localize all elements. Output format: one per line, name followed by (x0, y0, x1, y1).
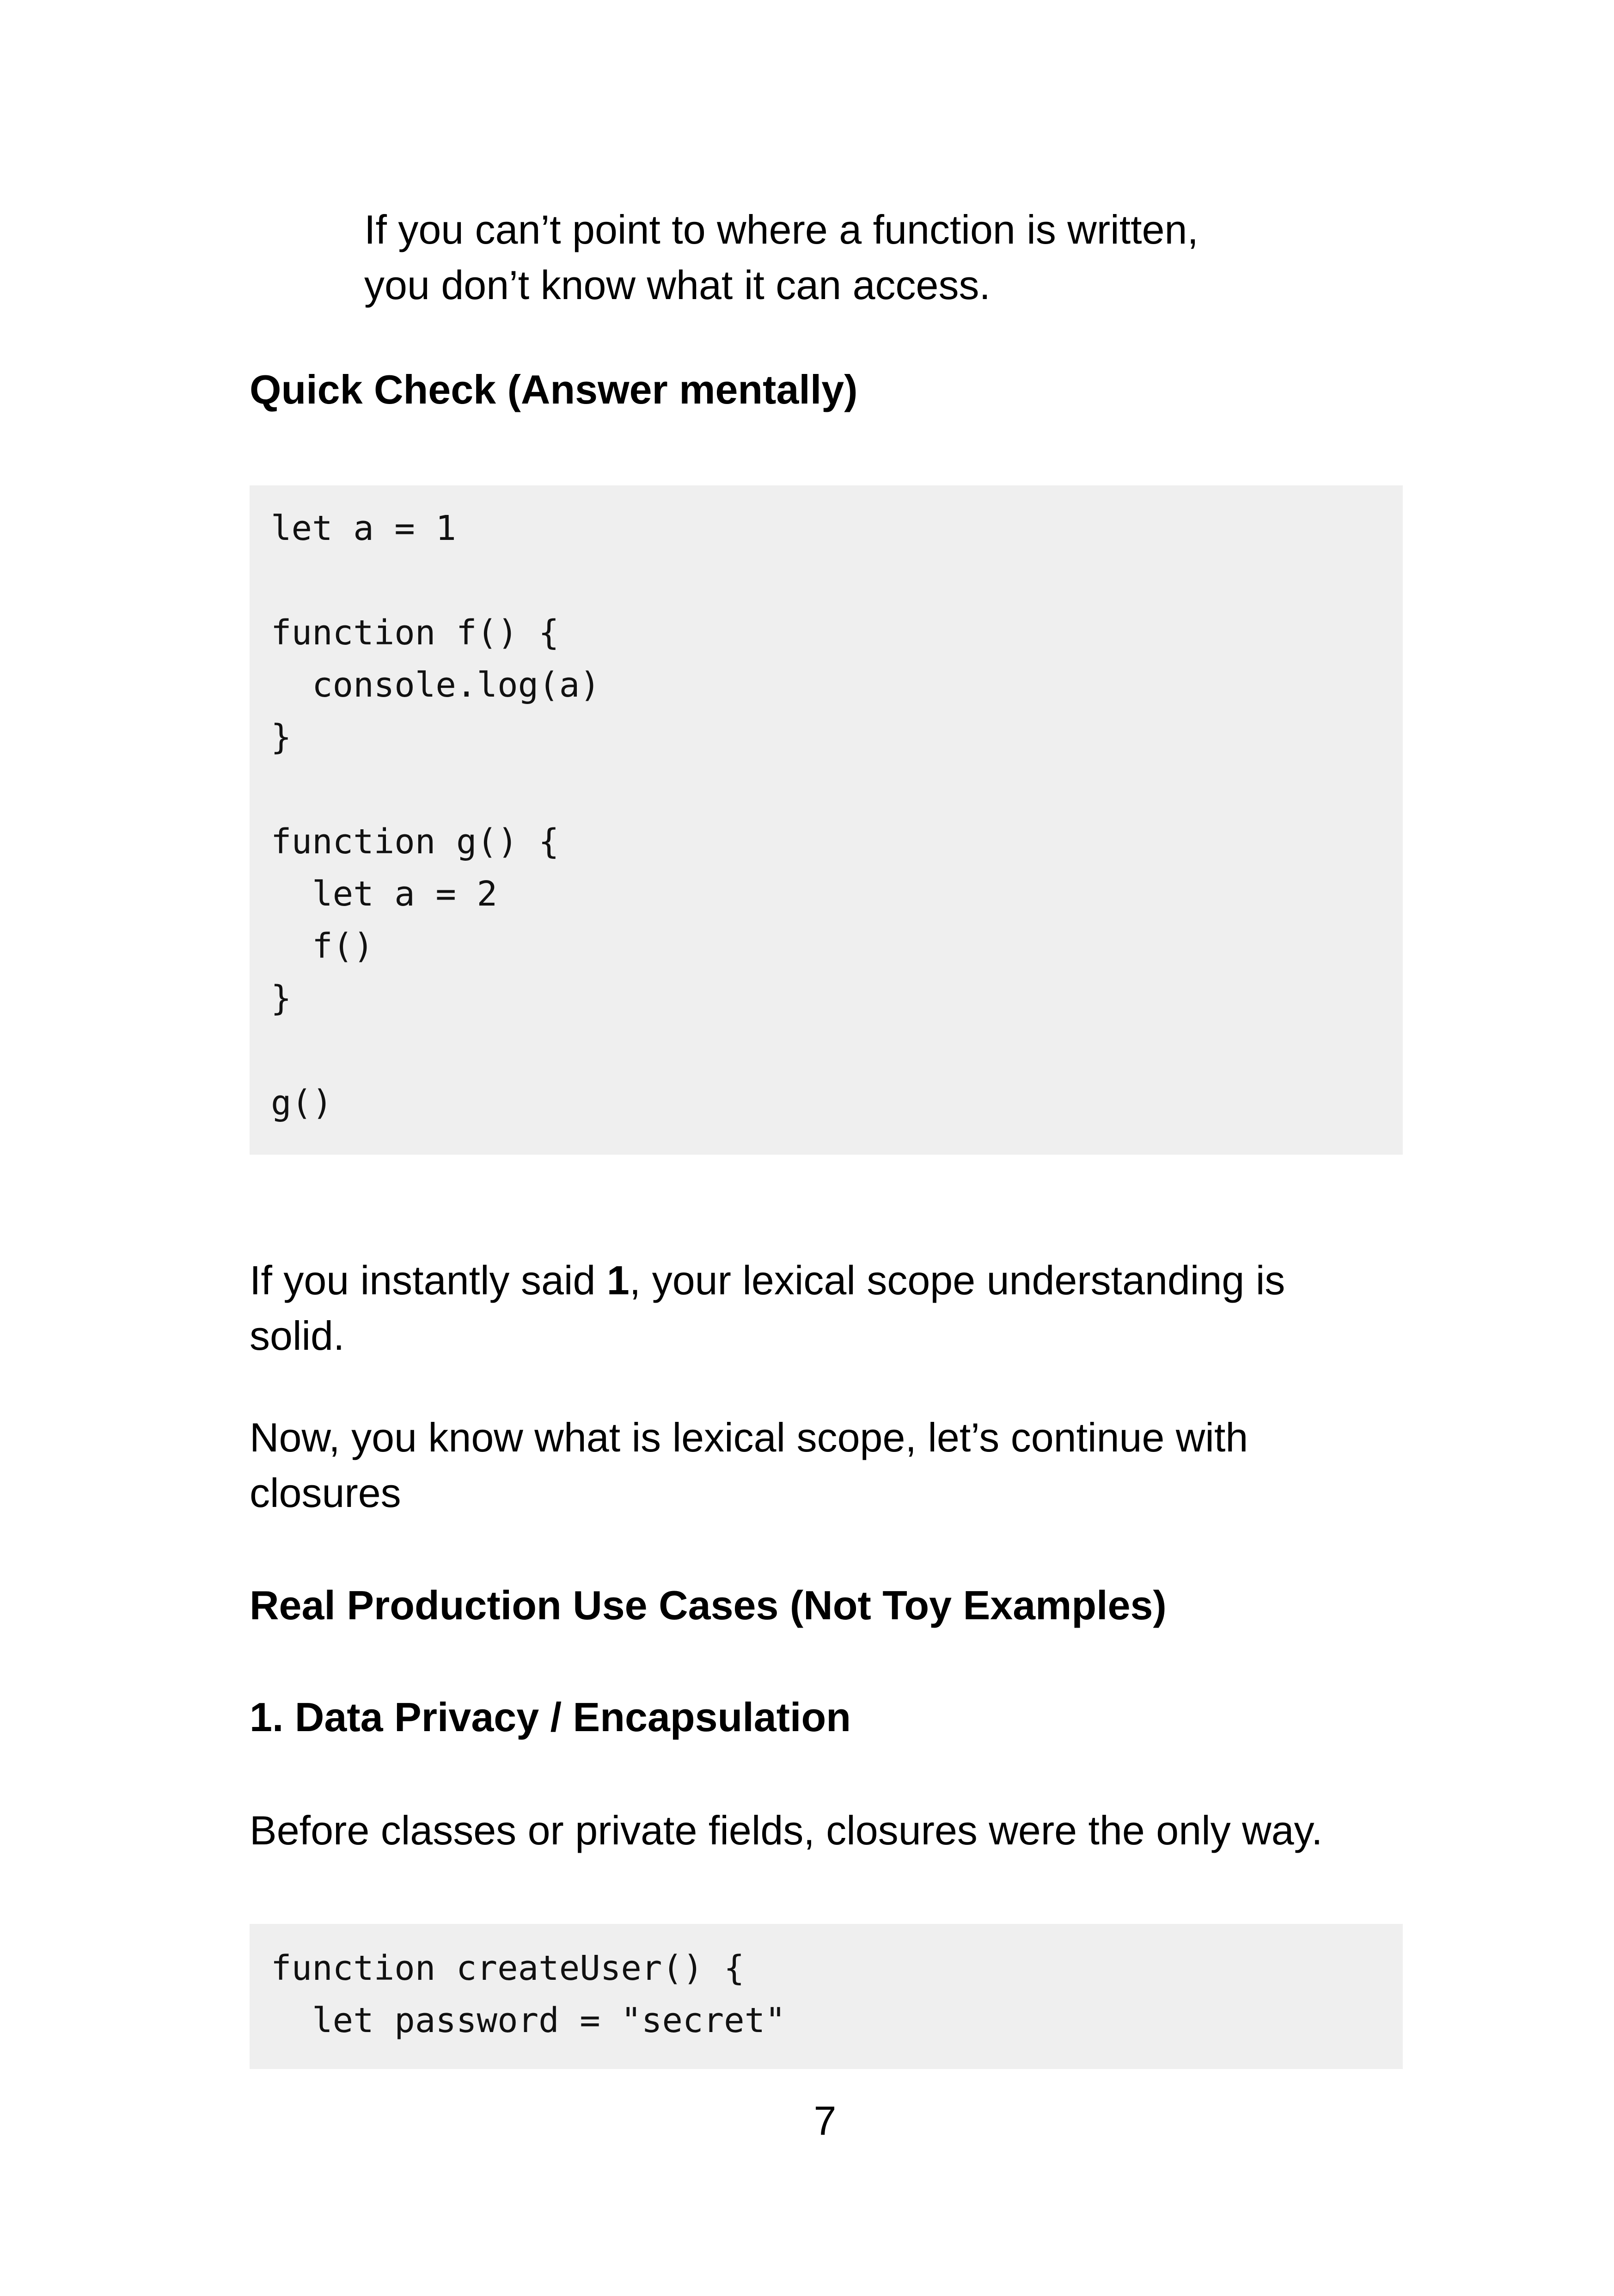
answer-value: 1 (606, 1257, 630, 1303)
section-heading: Real Production Use Cases (Not Toy Examples) (250, 1582, 1167, 1628)
section-subheading: 1. Data Privacy / Encapsulation (250, 1694, 851, 1740)
answer-text-after: , your lexical scope understanding is (629, 1257, 1285, 1303)
quote-line-2: you don’t know what it can access. (364, 262, 990, 308)
page-number: 7 (813, 2098, 837, 2143)
quick-check-code-block (250, 485, 1403, 1155)
create-user-code-block (250, 1924, 1403, 2069)
transition-line-1: Now, you know what is lexical scope, let’s continue with (250, 1414, 1248, 1460)
quick-check-heading: Quick Check (Answer mentally) (250, 367, 858, 412)
create-user-code: function createUser() { let password = "secret" (271, 1948, 786, 2040)
quick-check-code: let a = 1 function f() { console.log(a) } function g() { let a = 2 f() } g() (271, 508, 600, 1123)
answer-line-1 (250, 1253, 1285, 1308)
section-intro: Before classes or private fields, closures were the only way. (250, 1807, 1323, 1853)
quote-line-1: If you can’t point to where a function is written, (364, 207, 1198, 252)
answer-line-2: solid. (250, 1313, 345, 1359)
transition-line-2: closures (250, 1470, 401, 1516)
answer-text-before: If you instantly said (250, 1257, 607, 1303)
